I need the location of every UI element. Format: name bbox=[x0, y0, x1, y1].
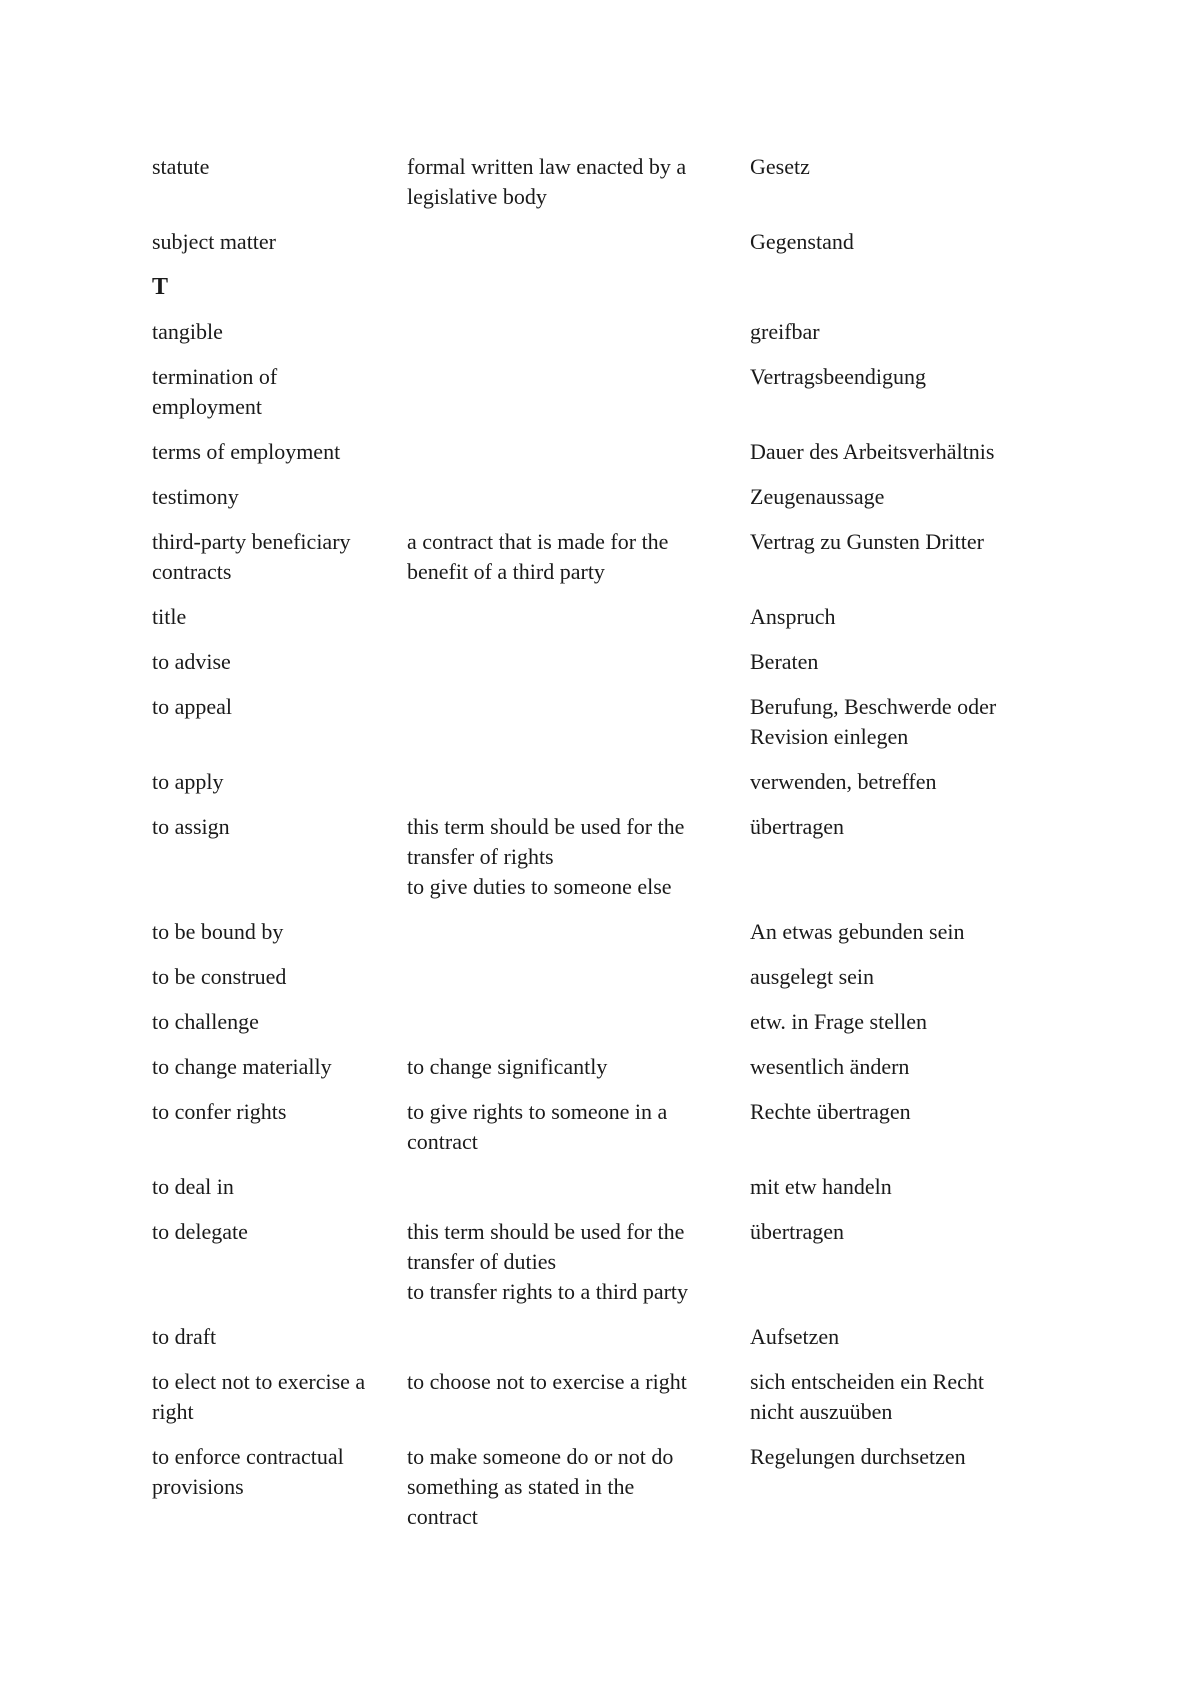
definition-cell bbox=[407, 917, 750, 947]
term-cell: statute bbox=[152, 154, 210, 179]
glossary-table bbox=[152, 152, 1052, 1547]
definition-cell: a contract that is made for the benefit of a third party bbox=[407, 529, 669, 584]
table-row bbox=[152, 962, 1052, 992]
definition-cell bbox=[407, 962, 750, 992]
table-row bbox=[152, 1007, 1052, 1037]
term-cell: to draft bbox=[152, 1324, 217, 1349]
table-row bbox=[152, 527, 1052, 587]
table-row bbox=[152, 152, 1052, 212]
german-cell: Berufung, Beschwerde oder Revision einlegen bbox=[750, 694, 997, 749]
table-row bbox=[152, 767, 1052, 797]
german-cell: greifbar bbox=[750, 319, 820, 344]
definition-cell bbox=[407, 1007, 750, 1037]
table-row bbox=[152, 917, 1052, 947]
term-cell: tangible bbox=[152, 319, 223, 344]
term-cell: to deal in bbox=[152, 1174, 234, 1199]
table-row bbox=[152, 1367, 1052, 1427]
term-cell: to challenge bbox=[152, 1009, 259, 1034]
term-cell: subject matter bbox=[152, 229, 277, 254]
term-cell: to apply bbox=[152, 769, 224, 794]
table-row bbox=[152, 1442, 1052, 1532]
german-cell: ausgelegt sein bbox=[750, 964, 875, 989]
german-cell: Gegenstand bbox=[750, 229, 854, 254]
german-cell: Regelungen durchsetzen bbox=[750, 1444, 966, 1469]
table-row bbox=[152, 1052, 1052, 1082]
definition-cell bbox=[407, 227, 750, 257]
german-cell: Vertragsbeendigung bbox=[750, 364, 926, 389]
term-cell: third-party beneficiary contracts bbox=[152, 529, 351, 584]
definition-cell bbox=[407, 767, 750, 797]
german-cell: wesentlich ändern bbox=[750, 1054, 910, 1079]
table-row bbox=[152, 1172, 1052, 1202]
term-cell: to assign bbox=[152, 814, 230, 839]
table-row bbox=[152, 1097, 1052, 1157]
table-row bbox=[152, 602, 1052, 632]
german-cell: Dauer des Arbeitsverhältnis bbox=[750, 439, 995, 464]
term-cell: to change materially bbox=[152, 1054, 332, 1079]
table-row bbox=[152, 1322, 1052, 1352]
definition-cell: to give rights to someone in a contract bbox=[407, 1099, 668, 1154]
term-cell: to confer rights bbox=[152, 1099, 287, 1124]
table-row bbox=[152, 812, 1052, 902]
definition-cell bbox=[407, 647, 750, 677]
german-cell: Gesetz bbox=[750, 154, 810, 179]
definition-cell: to choose not to exercise a right bbox=[407, 1369, 687, 1394]
definition-cell: to make someone do or not do something as stated in the contract bbox=[407, 1444, 674, 1529]
term-cell: title bbox=[152, 604, 187, 629]
german-cell: Zeugenaussage bbox=[750, 484, 885, 509]
section-letter-heading: T bbox=[152, 274, 169, 300]
definition-cell bbox=[407, 1322, 750, 1352]
table-row bbox=[152, 482, 1052, 512]
term-cell: to be bound by bbox=[152, 919, 284, 944]
term-cell: to enforce contractual provisions bbox=[152, 1444, 344, 1499]
german-cell: Anspruch bbox=[750, 604, 836, 629]
definition-cell bbox=[407, 602, 750, 632]
german-cell: etw. in Frage stellen bbox=[750, 1009, 927, 1034]
german-cell: Vertrag zu Gunsten Dritter bbox=[750, 529, 984, 554]
definition-cell bbox=[407, 437, 750, 467]
table-row bbox=[152, 437, 1052, 467]
term-cell: to advise bbox=[152, 649, 231, 674]
german-cell: übertragen bbox=[750, 1219, 845, 1244]
german-cell: An etwas gebunden sein bbox=[750, 919, 965, 944]
table-row bbox=[152, 362, 1052, 422]
definition-cell bbox=[407, 1172, 750, 1202]
glossary-rows bbox=[152, 317, 1052, 1532]
term-cell: termination of employment bbox=[152, 364, 278, 419]
german-cell: sich entscheiden ein Recht nicht auszuüben bbox=[750, 1369, 984, 1424]
definition-cell: this term should be used for the transfer of rights to give duties to someone else bbox=[407, 814, 685, 899]
table-row bbox=[152, 1217, 1052, 1307]
table-row bbox=[152, 317, 1052, 347]
german-cell: Aufsetzen bbox=[750, 1324, 840, 1349]
definition-cell: to change significantly bbox=[407, 1054, 608, 1079]
table-row bbox=[152, 227, 1052, 257]
term-cell: to appeal bbox=[152, 694, 233, 719]
term-cell: to delegate bbox=[152, 1219, 248, 1244]
table-row bbox=[152, 692, 1052, 752]
german-cell: mit etw handeln bbox=[750, 1174, 892, 1199]
table-row bbox=[152, 647, 1052, 677]
german-cell: Rechte übertragen bbox=[750, 1099, 911, 1124]
definition-cell bbox=[407, 482, 750, 512]
term-cell: terms of employment bbox=[152, 439, 341, 464]
definition-cell bbox=[407, 692, 750, 752]
german-cell: Beraten bbox=[750, 649, 819, 674]
german-cell: übertragen bbox=[750, 814, 845, 839]
definition-cell: this term should be used for the transfer of duties to transfer rights to a third party bbox=[407, 1219, 689, 1304]
term-cell: to be construed bbox=[152, 964, 287, 989]
german-cell: verwenden, betreffen bbox=[750, 769, 937, 794]
definition-cell: formal written law enacted by a legislative body bbox=[407, 154, 687, 209]
term-cell: to elect not to exercise a right bbox=[152, 1369, 366, 1424]
term-cell: testimony bbox=[152, 484, 239, 509]
definition-cell bbox=[407, 317, 750, 347]
definition-cell bbox=[407, 362, 750, 422]
